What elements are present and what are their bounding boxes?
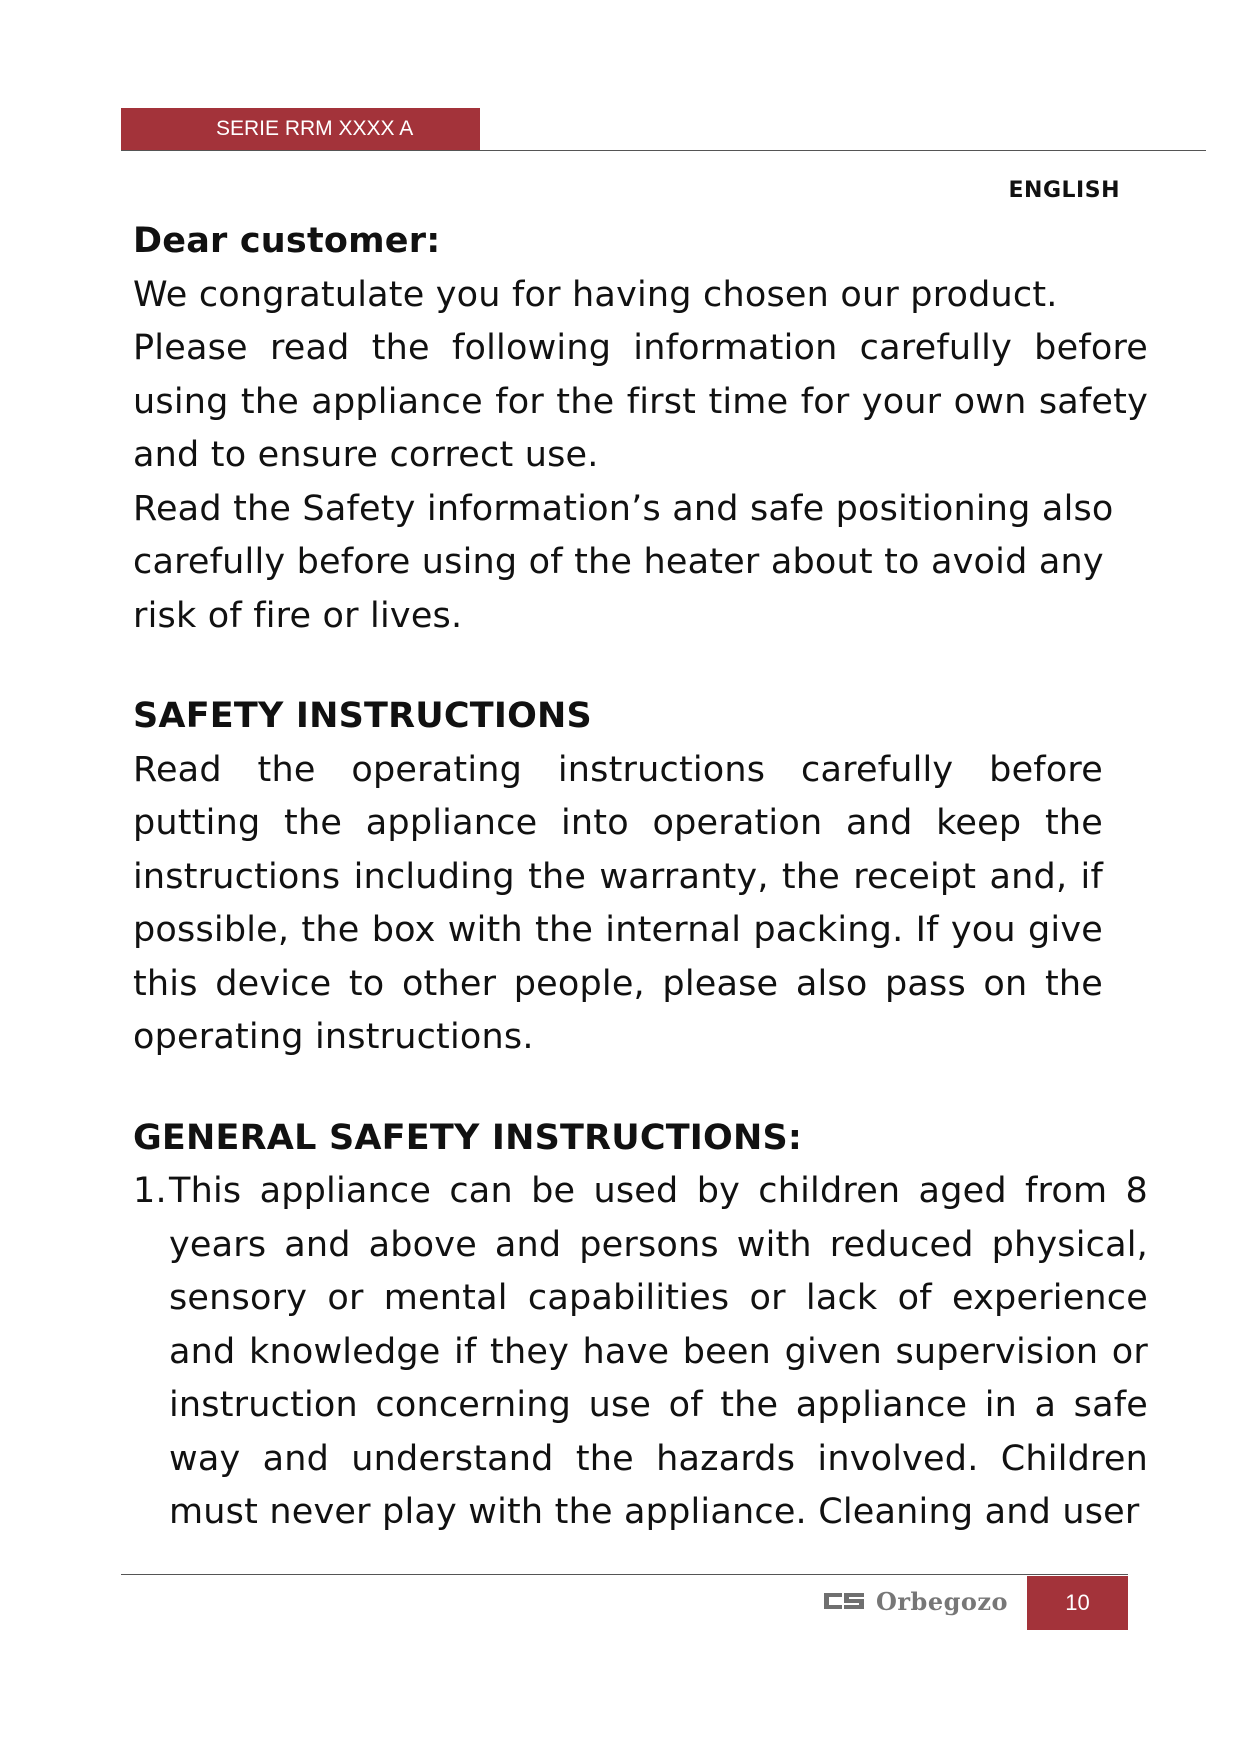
general-safety-heading: GENERAL SAFETY INSTRUCTIONS: — [133, 1117, 803, 1158]
safety-heading: SAFETY INSTRUCTIONS — [133, 696, 592, 736]
general-safety-list — [133, 1165, 1148, 1540]
orbegozo-logo-icon — [822, 1590, 866, 1612]
footer-divider — [121, 1574, 1128, 1575]
list-item-number: 1. — [133, 1171, 167, 1211]
intro-line: We congratulate you for having chosen our product. — [133, 274, 1058, 315]
list-item — [133, 1165, 1148, 1540]
list-item-text: This appliance can be used by children aged from 8 years and above and persons with reduced physical, sensory or mental capabilities or lack of experience and knowledge if they have been given supervision or instruction concerning use of the appliance in a safe way and understand the hazards involved. Children must never play with the appliance. Cleaning and user — [169, 1171, 1148, 1532]
language-label: ENGLISH — [1008, 178, 1120, 203]
page-body — [133, 215, 1148, 1540]
series-label: SERIE RRM XXXX A — [121, 108, 480, 150]
safety-paragraph: Read the operating instructions carefully before putting the appliance into operation and keep the instructions including the warranty, the receipt and, if possible, the box with the internal packing. If you give this device to other people, please also pass on the operating instructions. — [133, 749, 1103, 1057]
greeting-heading: Dear customer: — [133, 221, 441, 261]
brand-name: Orbegozo — [876, 1586, 1009, 1616]
intro-paragraph-safety: Read the Safety information’s and safe positioning also carefully before using of the heater about to avoid any risk of fire or lives. — [133, 488, 1114, 636]
header-divider — [121, 150, 1206, 151]
brand-logo — [822, 1586, 1008, 1616]
intro-paragraph-read: Please read the following information carefully before using the appliance for the first time for your own safety and to ensure correct use. — [133, 328, 1148, 475]
page-number: 10 — [1027, 1576, 1128, 1630]
